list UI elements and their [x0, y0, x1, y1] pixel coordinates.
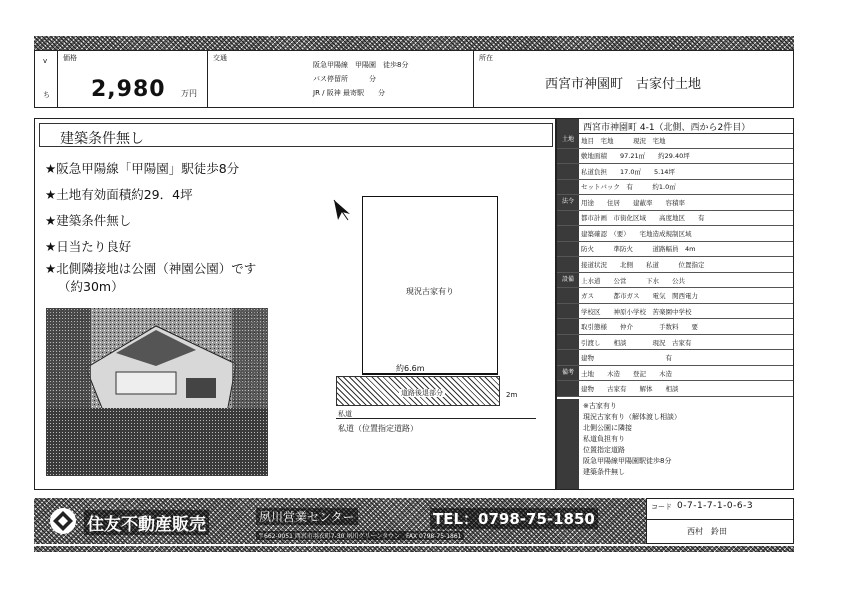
condition-banner-text: 建築条件無し	[60, 131, 144, 147]
spec-row-text: 都市計画 市街化区域 高度地区 有	[581, 214, 705, 223]
spec-row-label	[557, 319, 579, 334]
price-caption: 価格	[63, 54, 77, 62]
spec-row	[557, 319, 793, 335]
feature-station: ★阪急甲陽線「甲陽園」駅徒歩8分	[45, 161, 240, 176]
spec-row-text: 地目 宅地 現況 宅地	[581, 136, 666, 145]
traffic-line-1: 阪急甲陽線 甲陽園 徒歩8分	[313, 61, 409, 69]
location-cell	[473, 51, 793, 107]
spec-row-label	[557, 242, 579, 257]
spec-row-text: 防火 準防火 道路幅員 4m	[581, 245, 696, 254]
spec-row	[557, 164, 793, 180]
spec-row-label	[557, 211, 579, 226]
price-unit: 万円	[181, 89, 197, 98]
type-label-1: v	[43, 57, 48, 65]
spec-row	[557, 350, 793, 366]
spec-row	[557, 242, 793, 258]
spec-row-text: セットバック 有 約1.0㎡	[581, 183, 676, 192]
spec-row	[557, 195, 793, 211]
spec-row-text: 引渡し 相談 現況 古家有	[581, 338, 692, 347]
spec-row	[557, 366, 793, 382]
spec-row-label	[557, 350, 579, 365]
spec-row-label	[557, 180, 579, 195]
lot-outline	[362, 196, 498, 374]
road-label: 私道（位置指定道路）	[338, 424, 418, 433]
type-column	[35, 51, 58, 107]
traffic-line-2: バス停留所 分	[313, 75, 376, 83]
spec-row-label	[557, 149, 579, 164]
spec-row-label	[557, 288, 579, 303]
spec-table	[556, 118, 794, 490]
spec-row-label: 設備	[557, 273, 579, 288]
spec-row-text: 上水道 公営 下水 公共	[581, 276, 685, 285]
spec-row-label	[557, 304, 579, 319]
setback-area	[336, 376, 500, 406]
branch-name: 夙川営業センター	[256, 508, 358, 525]
spec-row	[557, 149, 793, 165]
spec-row-text: 敷地面積 97.21㎡ 約29.40坪	[581, 152, 690, 161]
code-box	[646, 498, 794, 544]
spec-rows	[557, 133, 793, 397]
bottom-noise-band	[34, 546, 794, 552]
company-name: 住友不動産販売	[84, 510, 209, 535]
code-label: コード	[651, 503, 672, 511]
staff-names: 西村 鈴田	[687, 527, 727, 536]
spec-row-text: 接道状況 北側 私道 位置指定	[581, 260, 705, 269]
traffic-caption: 交通	[213, 54, 227, 62]
spec-row-label: 土地	[557, 133, 579, 148]
spec-row	[557, 288, 793, 304]
price-cell	[57, 51, 208, 107]
spec-note: 阪急甲陽線甲陽園駅徒歩8分	[583, 457, 672, 465]
feature-park: ★北側隣接地は公園（神園公園）です	[45, 261, 257, 276]
spec-title: 西宮市神園町 4-1（北側、西から2件目）	[583, 123, 751, 133]
spec-note: ※古家有り	[583, 402, 617, 410]
spec-row-label: 備考	[557, 366, 579, 381]
width-dimension: 約6.6m	[396, 364, 425, 373]
spec-note: 現況古家有り（解体渡し相談）	[583, 413, 681, 421]
feature-area: ★土地有効面積約29．4坪	[45, 187, 193, 202]
condition-banner	[39, 123, 553, 147]
spec-note: 北側公園に隣接	[583, 424, 632, 432]
property-photo	[46, 308, 268, 476]
lot-label: 現況古家有り	[406, 287, 454, 296]
spec-row	[557, 257, 793, 273]
top-noise-band	[34, 36, 794, 50]
spec-row-label	[557, 226, 579, 241]
road-small-label: 私道	[338, 410, 352, 418]
spec-row	[557, 211, 793, 227]
spec-row-text: 学校区 神原小学校 苦楽園中学校	[581, 307, 692, 316]
spec-note: 建築条件無し	[583, 468, 625, 476]
spec-note: 私道負担有り	[583, 435, 625, 443]
dimension-line	[362, 374, 498, 375]
spec-note: 位置指定道路	[583, 446, 625, 454]
spec-row-label	[557, 381, 579, 396]
spec-row-label	[557, 257, 579, 272]
price-value: 2,980	[91, 77, 166, 102]
setback-label: 道路後退部分	[401, 389, 443, 397]
spec-row-label	[557, 164, 579, 179]
phone-number: TEL：0798-75-1850	[430, 508, 598, 529]
spec-row-text: 取引態様 仲介 手数料 要	[581, 323, 698, 332]
feature-sunlight: ★日当たり良好	[45, 239, 132, 254]
spec-row-label	[557, 335, 579, 350]
code-divider	[647, 519, 793, 520]
traffic-line-3: JR / 阪神 最寄駅 分	[313, 89, 385, 97]
spec-row-text: 用途 住居 建蔽率 容積率	[581, 198, 685, 207]
type-label-2: ち	[43, 91, 50, 99]
notes-list	[583, 401, 681, 478]
header-box	[34, 50, 794, 108]
compass-north-icon	[332, 198, 352, 226]
spec-row-label: 法令	[557, 195, 579, 210]
location-value: 西宮市神園町 古家付土地	[545, 77, 702, 92]
code-value: 0-7-1-7-1-0-6-3	[677, 501, 754, 511]
footer-band	[34, 498, 646, 544]
photo-illustration	[46, 308, 268, 476]
location-caption: 所在	[479, 54, 493, 62]
spec-row-text: 私道負担 17.0㎡ 5.14坪	[581, 167, 675, 176]
road-line	[336, 418, 536, 419]
feature-park-distance: （約30m）	[58, 279, 124, 294]
spec-row-text: 土地 木造 登記 木造	[581, 369, 672, 378]
spec-row	[557, 226, 793, 242]
spec-notes	[557, 399, 793, 489]
spec-row-text: 建物 有	[581, 354, 672, 363]
spec-title-row	[557, 119, 793, 134]
spec-row-text: ガス 都市ガス 電気 関西電力	[581, 292, 698, 301]
company-address: 〒662-0051 西宮市羽衣町7-30 夙川グリーンタウン FAX 0798-75-1861	[258, 533, 462, 540]
spec-row-text: 建築確認 （要） 宅地造成規制区域	[581, 229, 692, 238]
spec-row-text: 建物 古家有 解体 相談	[581, 385, 679, 394]
spec-row	[557, 180, 793, 196]
spec-row	[557, 335, 793, 351]
spec-row	[557, 304, 793, 320]
traffic-cell	[207, 51, 474, 107]
spec-row	[557, 381, 793, 397]
company-logo-icon	[50, 508, 76, 534]
road-width: 2m	[506, 391, 518, 399]
spec-row	[557, 273, 793, 289]
spec-row	[557, 133, 793, 149]
feature-no-condition: ★建築条件無し	[45, 213, 132, 228]
notes-tag	[557, 399, 579, 489]
spec-title-tag	[557, 119, 579, 133]
